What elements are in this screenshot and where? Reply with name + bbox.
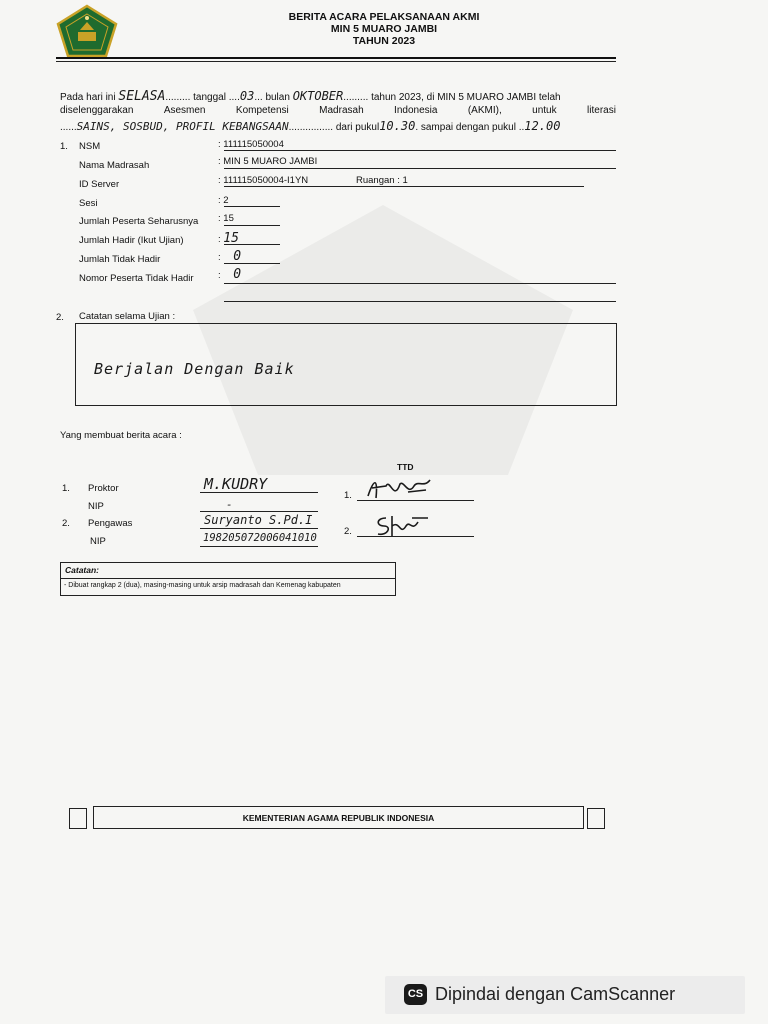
exam-notes-label: Catatan selama Ujian :	[79, 311, 176, 322]
absent-line	[224, 263, 280, 264]
supervisor-nip-line	[200, 546, 318, 547]
present-value: : 15	[218, 231, 239, 246]
supervisor-name-line	[200, 528, 318, 529]
signature-1-number: 1.	[344, 490, 352, 501]
expected-participants-line	[224, 225, 280, 226]
footer-ministry-box	[93, 806, 584, 829]
proctor-nip-line	[200, 511, 318, 512]
nsm-label: NSM	[79, 141, 101, 152]
footer-box-left	[69, 808, 87, 829]
start-time-value: 10.30	[379, 119, 416, 133]
header-rule	[56, 57, 616, 59]
intro-line-2: diselenggarakan Asesmen Kompetensi Madrasah Indonesia (AKMI), untuk literasi	[60, 105, 616, 116]
server-id-value: : 111115050004-I1YN	[218, 175, 309, 186]
doc-title: BERITA ACARA PELAKSANAAN AKMI	[288, 11, 480, 23]
school-name-label: Nama Madrasah	[79, 160, 150, 171]
nip-label-2: NIP	[90, 536, 106, 547]
subjects-value: SAINS, SOSBUD, PROFIL KEBANGSAAN	[76, 120, 289, 133]
end-time-value: 12.00	[524, 119, 561, 133]
signers-intro: Yang membuat berita acara :	[60, 430, 182, 441]
doc-subtitle-year: TAHUN 2023	[352, 35, 416, 47]
catatan-box	[60, 562, 396, 596]
school-name-line	[224, 168, 616, 169]
absent-numbers-line-2	[224, 301, 616, 302]
camscanner-icon: CS	[404, 984, 427, 1005]
exam-notes-box	[75, 323, 617, 406]
proctor-nip: -	[226, 498, 233, 511]
present-line	[224, 244, 280, 245]
proctor-number: 1.	[62, 483, 70, 494]
signature-2-number: 2.	[344, 526, 352, 537]
nsm-line	[224, 150, 616, 151]
nip-label-1: NIP	[88, 501, 104, 512]
day-value: SELASA	[118, 89, 166, 104]
session-line	[224, 206, 280, 207]
absent-value: : 0	[218, 249, 242, 264]
exam-notes-text: Berjalan Dengan Baik	[94, 360, 295, 378]
absent-label: Jumlah Tidak Hadir	[79, 254, 161, 265]
nsm-value: : 111115050004	[218, 139, 284, 150]
session-label: Sesi	[79, 198, 98, 209]
supervisor-signature	[372, 512, 432, 545]
header-rule-thin	[56, 61, 616, 62]
supervisor-number: 2.	[62, 518, 70, 529]
signature-1-line	[357, 500, 474, 501]
server-id-label: ID Server	[79, 179, 120, 190]
footer-ministry-text: KEMENTERIAN AGAMA REPUBLIK INDONESIA	[242, 813, 435, 823]
proctor-name: M.KUDRY	[204, 475, 268, 493]
expected-participants-label: Jumlah Peserta Seharusnya	[79, 216, 199, 227]
footer-box-right	[587, 808, 605, 829]
intro-line-1: Pada hari ini SELASA......... tanggal ....03... bulan OKTOBER......... tahun 2023, di MIN 5 MUARO JAMBI telah	[60, 89, 561, 104]
date-value: 03	[239, 89, 255, 103]
catatan-title: Catatan:	[65, 565, 100, 575]
school-name-value: : MIN 5 MUARO JAMBI	[218, 156, 318, 167]
month-value: OKTOBER	[292, 89, 344, 103]
ttd-label: TTD	[397, 462, 414, 472]
intro-line-3: ......SAINS, SOSBUD, PROFIL KEBANGSAAN................ dari pukul10.30. sampai dengan pukul ..12.00	[60, 119, 561, 133]
catatan-divider	[61, 578, 395, 579]
session-value: : 2	[218, 195, 229, 206]
proctor-label: Proktor	[88, 483, 119, 494]
server-id-line	[224, 186, 584, 187]
kemenag-logo	[56, 4, 118, 58]
present-label: Jumlah Hadir (Ikut Ujian)	[79, 235, 184, 246]
catatan-text: - Dibuat rangkap 2 (dua), masing-masing untuk arsip madrasah dan Kemenag kabupaten	[64, 582, 341, 589]
supervisor-nip: 198205072006041010	[203, 532, 317, 544]
section-2-number: 2.	[56, 312, 64, 323]
doc-subtitle-school: MIN 5 MUARO JAMBI	[330, 23, 438, 35]
absent-numbers-value: : 0	[218, 267, 242, 282]
absent-numbers-line-1	[224, 283, 616, 284]
camscanner-text: Dipindai dengan CamScanner	[435, 984, 676, 1004]
room-label: Ruangan : 1	[356, 175, 408, 186]
camscanner-banner	[385, 976, 745, 1014]
signature-2-line	[357, 536, 474, 537]
absent-numbers-label: Nomor Peserta Tidak Hadir	[79, 273, 194, 284]
expected-participants-value: : 15	[218, 213, 234, 224]
section-1-number: 1.	[60, 141, 68, 152]
proctor-signature	[364, 474, 434, 509]
supervisor-label: Pengawas	[88, 518, 133, 529]
supervisor-name: Suryanto S.Pd.I	[204, 513, 313, 527]
proctor-name-line	[200, 492, 318, 493]
